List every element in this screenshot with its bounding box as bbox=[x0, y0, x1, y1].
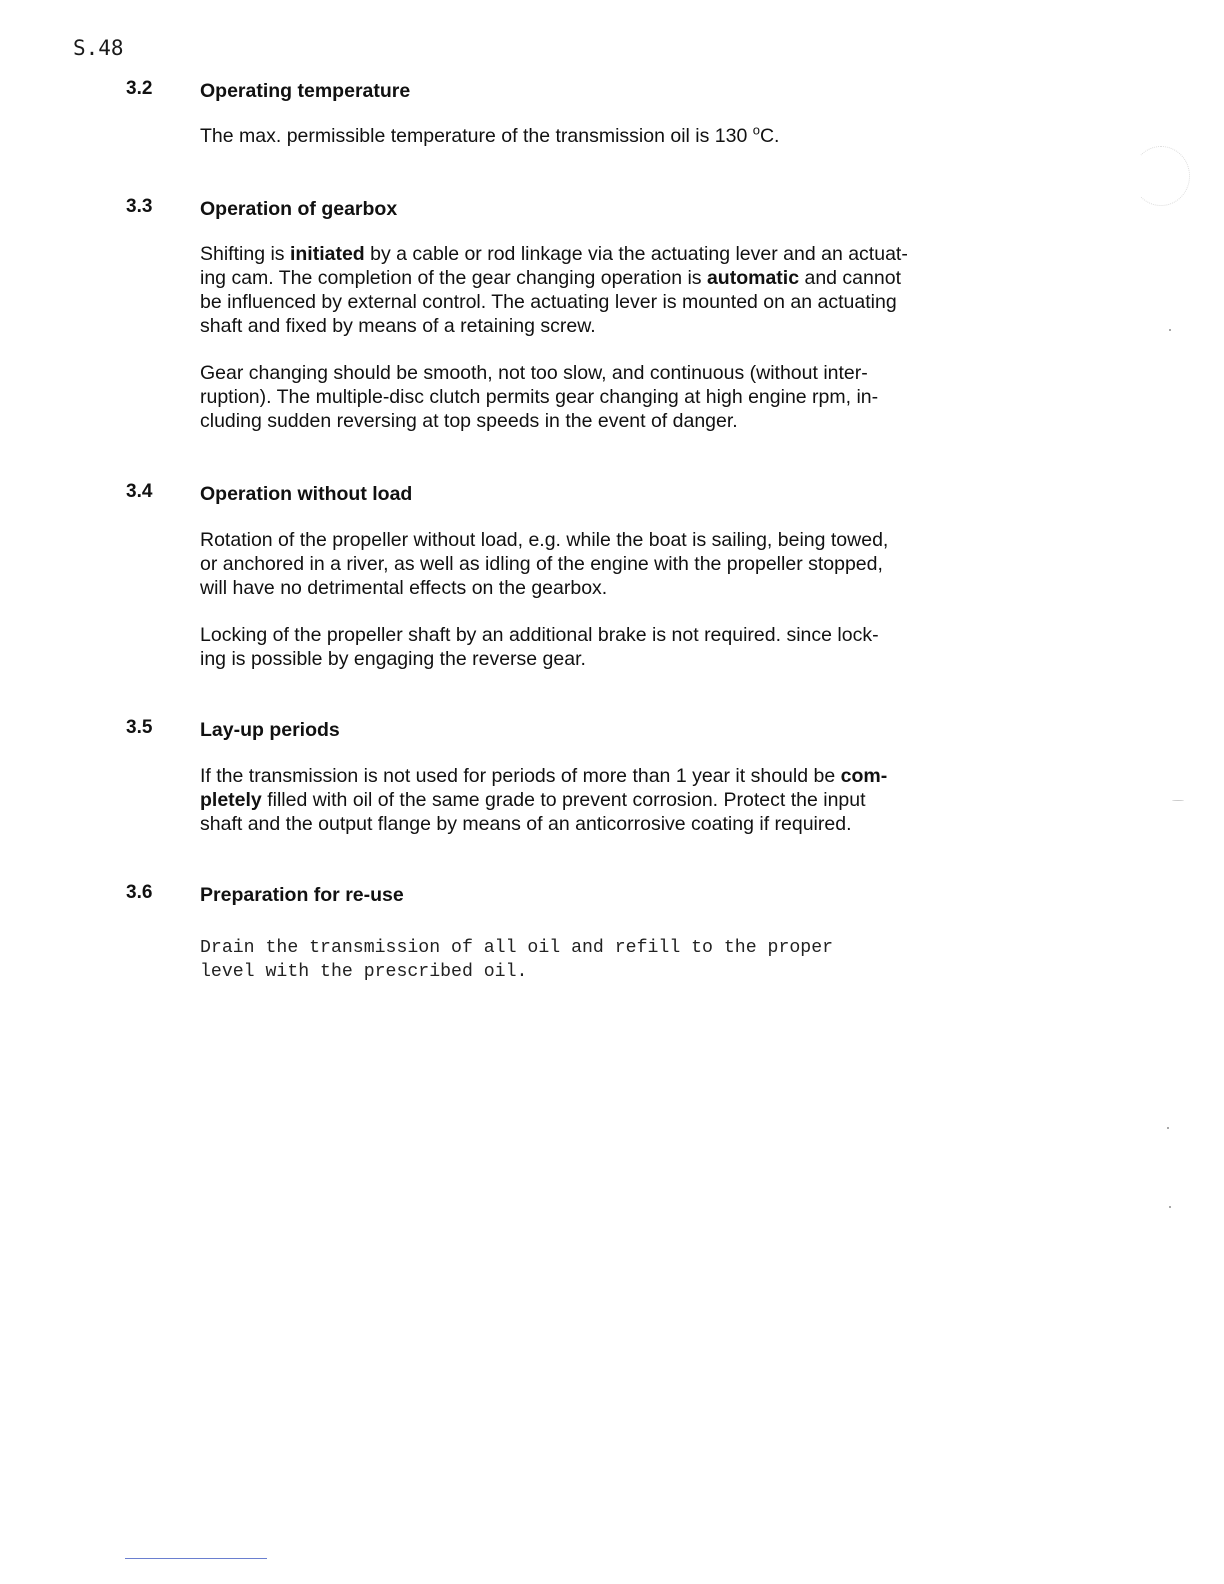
paragraph-typewritten bbox=[200, 936, 833, 984]
text-run: shaft and the output flange by means of an anticorrosive coating if required. bbox=[200, 813, 852, 835]
paragraph bbox=[200, 528, 888, 600]
section-number: 3.3 bbox=[126, 196, 153, 217]
paragraph bbox=[200, 361, 878, 433]
text-run: Locking of the propeller shaft by an additional brake is not required. since lock- bbox=[200, 624, 879, 646]
scan-speck bbox=[1169, 1206, 1171, 1208]
text-run: ruption). The multiple-disc clutch permits gear changing at high engine rpm, in- bbox=[200, 386, 879, 408]
text-run: ing cam. The completion of the gear changing operation is bbox=[200, 267, 707, 289]
section-title: Preparation for re-use bbox=[200, 884, 404, 906]
paragraph bbox=[200, 242, 908, 338]
scan-speck bbox=[1172, 800, 1184, 801]
text-run: Shifting is bbox=[200, 243, 290, 265]
text-run: Rotation of the propeller without load, e.g. while the boat is sailing, being towed, bbox=[200, 529, 889, 551]
text-run: If the transmission is not used for periods of more than 1 year it should be bbox=[200, 765, 841, 787]
text-run: Gear changing should be smooth, not too slow, and continuous (without inter- bbox=[200, 362, 868, 384]
paragraph bbox=[200, 764, 887, 836]
footer-rule bbox=[125, 1558, 267, 1559]
section-title: Lay-up periods bbox=[200, 719, 340, 741]
emphasis-text: initiated bbox=[289, 243, 365, 265]
text-run: by a cable or rod linkage via the actuating lever and an actuat- bbox=[364, 243, 908, 265]
section-number: 3.5 bbox=[126, 717, 153, 738]
section-title: Operation of gearbox bbox=[200, 198, 398, 220]
text-run: level with the prescribed oil. bbox=[200, 962, 528, 982]
text-run: and cannot bbox=[799, 267, 901, 289]
emphasis-text: automatic bbox=[706, 267, 800, 289]
scan-speck bbox=[1169, 329, 1171, 331]
text-run: C. bbox=[759, 125, 780, 147]
text-run: be influenced by external control. The actuating lever is mounted on an actuating bbox=[200, 291, 897, 313]
emphasis-text: com- bbox=[840, 765, 888, 787]
paragraph bbox=[200, 623, 879, 671]
section-title: Operating temperature bbox=[200, 80, 411, 102]
text-run: shaft and fixed by means of a retaining screw. bbox=[200, 315, 596, 337]
text-run: will have no detrimental effects on the gearbox. bbox=[200, 577, 608, 599]
section-number: 3.2 bbox=[126, 78, 153, 99]
section-title: Operation without load bbox=[200, 483, 413, 505]
emphasis-text: pletely bbox=[200, 789, 262, 811]
text-run: cluding sudden reversing at top speeds in the event of danger. bbox=[200, 410, 738, 432]
text-run: The max. permissible temperature of the transmission oil is 130 bbox=[200, 125, 753, 147]
page-marker: S.48 bbox=[73, 36, 124, 60]
degree-superscript: o bbox=[752, 122, 760, 138]
text-run: filled with oil of the same grade to prevent corrosion. Protect the input bbox=[261, 789, 866, 811]
text-run: Drain the transmission of all oil and refill to the proper bbox=[200, 938, 834, 958]
section-number: 3.6 bbox=[126, 882, 153, 903]
text-run: ing is possible by engaging the reverse gear. bbox=[200, 648, 586, 670]
scan-speck bbox=[1167, 1127, 1169, 1129]
paragraph bbox=[200, 124, 779, 148]
scan-artifact-circle bbox=[1132, 146, 1190, 206]
text-run: or anchored in a river, as well as idling of the engine with the propeller stopped, bbox=[200, 553, 883, 575]
section-number: 3.4 bbox=[126, 481, 153, 502]
